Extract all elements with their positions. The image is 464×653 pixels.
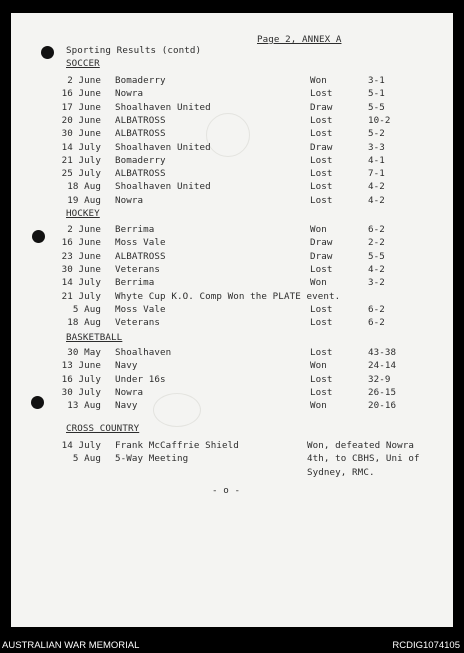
section-heading: CROSS COUNTRY bbox=[66, 423, 140, 434]
page-title: Sporting Results (contd) bbox=[66, 45, 202, 56]
section-heading: HOCKEY bbox=[66, 208, 100, 219]
result-outcome: Won bbox=[310, 224, 327, 235]
result-score: 3-2 bbox=[368, 277, 385, 288]
result-score: 5-2 bbox=[368, 128, 385, 139]
result-date: 13 June bbox=[61, 360, 101, 371]
watermark-ghost bbox=[206, 113, 250, 157]
result-outcome: Lost bbox=[310, 387, 333, 398]
result-outcome: Draw bbox=[310, 102, 333, 113]
result-event: Shoalhaven United bbox=[115, 181, 211, 192]
end-mark: - o - bbox=[212, 485, 241, 496]
result-score: 6-2 bbox=[368, 224, 385, 235]
result-outcome: Lost bbox=[310, 304, 333, 315]
footer-id: RCDIG1074105 bbox=[392, 640, 460, 651]
result-event: Berrima bbox=[115, 224, 155, 235]
result-event: Veterans bbox=[115, 317, 161, 328]
result-date: 21 July bbox=[61, 291, 101, 302]
result-event: Veterans bbox=[115, 264, 161, 275]
result-score: 3-1 bbox=[368, 75, 385, 86]
result-outcome: Lost bbox=[310, 264, 333, 275]
result-score: 6-2 bbox=[368, 304, 385, 315]
result-score: 20-16 bbox=[368, 400, 397, 411]
result-date: 19 Aug bbox=[67, 195, 101, 206]
result-score: 6-2 bbox=[368, 317, 385, 328]
footer-source: AUSTRALIAN WAR MEMORIAL bbox=[2, 640, 140, 651]
result-event: Shoalhaven bbox=[115, 347, 172, 358]
result-outcome: Lost bbox=[310, 347, 333, 358]
result-event: Nowra bbox=[115, 88, 144, 99]
result-date: 16 July bbox=[61, 374, 101, 385]
result-outcome: Draw bbox=[310, 142, 333, 153]
result-score: 5-5 bbox=[368, 102, 385, 113]
punch-hole bbox=[41, 46, 54, 59]
section-heading: BASKETBALL bbox=[66, 332, 123, 343]
watermark-ghost bbox=[153, 393, 201, 427]
result-outcome: Lost bbox=[310, 195, 333, 206]
result-score: 24-14 bbox=[368, 360, 397, 371]
result-date: 14 July bbox=[61, 440, 101, 451]
result-date: 14 July bbox=[61, 142, 101, 153]
result-outcome: Won, defeated Nowra bbox=[307, 440, 414, 451]
result-score: 32-9 bbox=[368, 374, 391, 385]
result-date: 2 June bbox=[67, 75, 101, 86]
punch-hole bbox=[32, 230, 45, 243]
result-outcome: Lost bbox=[310, 317, 333, 328]
result-outcome: Draw bbox=[310, 237, 333, 248]
result-score: 7-1 bbox=[368, 168, 385, 179]
result-score: 4-2 bbox=[368, 264, 385, 275]
result-date: 30 July bbox=[61, 387, 101, 398]
result-event: Moss Vale bbox=[115, 237, 166, 248]
result-date: 16 June bbox=[61, 88, 101, 99]
result-score: 4-2 bbox=[368, 195, 385, 206]
result-event: ALBATROSS bbox=[115, 115, 166, 126]
result-date: 30 June bbox=[61, 264, 101, 275]
result-outcome: Won bbox=[310, 75, 327, 86]
result-outcome: Won bbox=[310, 400, 327, 411]
punch-hole bbox=[31, 396, 44, 409]
result-event: ALBATROSS bbox=[115, 251, 166, 262]
result-date: 5 Aug bbox=[72, 453, 101, 464]
result-date: 18 Aug bbox=[67, 317, 101, 328]
result-date: 17 June bbox=[61, 102, 101, 113]
page-reference: Page 2, ANNEX A bbox=[257, 34, 342, 45]
result-outcome: 4th, to CBHS, Uni of bbox=[307, 453, 420, 464]
result-score: 43-38 bbox=[368, 347, 397, 358]
result-event: Shoalhaven United bbox=[115, 102, 211, 113]
result-score: 4-2 bbox=[368, 181, 385, 192]
result-event: Nowra bbox=[115, 195, 144, 206]
document-page bbox=[11, 13, 453, 627]
result-event: Navy bbox=[115, 360, 138, 371]
result-event: Frank McCaffrie Shield bbox=[115, 440, 239, 451]
archive-footer bbox=[0, 627, 464, 653]
result-score: 5-5 bbox=[368, 251, 385, 262]
result-event: Moss Vale bbox=[115, 304, 166, 315]
result-date: 21 July bbox=[61, 155, 101, 166]
result-score: 4-1 bbox=[368, 155, 385, 166]
result-score: 5-1 bbox=[368, 88, 385, 99]
result-outcome: Sydney, RMC. bbox=[307, 467, 375, 478]
result-event: Berrima bbox=[115, 277, 155, 288]
result-outcome: Lost bbox=[310, 88, 333, 99]
result-date: 14 July bbox=[61, 277, 101, 288]
result-outcome: Lost bbox=[310, 181, 333, 192]
result-event: ALBATROSS bbox=[115, 128, 166, 139]
section-heading: SOCCER bbox=[66, 58, 100, 69]
result-event: 5-Way Meeting bbox=[115, 453, 189, 464]
result-score: 3-3 bbox=[368, 142, 385, 153]
result-event: Bomaderry bbox=[115, 75, 166, 86]
result-outcome: Draw bbox=[310, 251, 333, 262]
result-event: Shoalhaven United bbox=[115, 142, 211, 153]
result-date: 5 Aug bbox=[72, 304, 101, 315]
result-score: 26-15 bbox=[368, 387, 397, 398]
result-event: Under 16s bbox=[115, 374, 166, 385]
result-date: 30 May bbox=[67, 347, 101, 358]
result-date: 16 June bbox=[61, 237, 101, 248]
result-date: 23 June bbox=[61, 251, 101, 262]
result-outcome: Lost bbox=[310, 155, 333, 166]
result-date: 25 July bbox=[61, 168, 101, 179]
result-outcome: Lost bbox=[310, 128, 333, 139]
result-outcome: Lost bbox=[310, 168, 333, 179]
result-event: ALBATROSS bbox=[115, 168, 166, 179]
result-date: 30 June bbox=[61, 128, 101, 139]
result-event: Navy bbox=[115, 400, 138, 411]
result-event: Nowra bbox=[115, 387, 144, 398]
result-date: 18 Aug bbox=[67, 181, 101, 192]
result-outcome: Lost bbox=[310, 374, 333, 385]
result-event: Whyte Cup K.O. Comp Won the PLATE event. bbox=[115, 291, 341, 302]
result-outcome: Won bbox=[310, 277, 327, 288]
result-date: 20 June bbox=[61, 115, 101, 126]
result-date: 13 Aug bbox=[67, 400, 101, 411]
result-score: 10-2 bbox=[368, 115, 391, 126]
result-date: 2 June bbox=[67, 224, 101, 235]
result-outcome: Won bbox=[310, 360, 327, 371]
result-event: Bomaderry bbox=[115, 155, 166, 166]
result-score: 2-2 bbox=[368, 237, 385, 248]
result-outcome: Lost bbox=[310, 115, 333, 126]
